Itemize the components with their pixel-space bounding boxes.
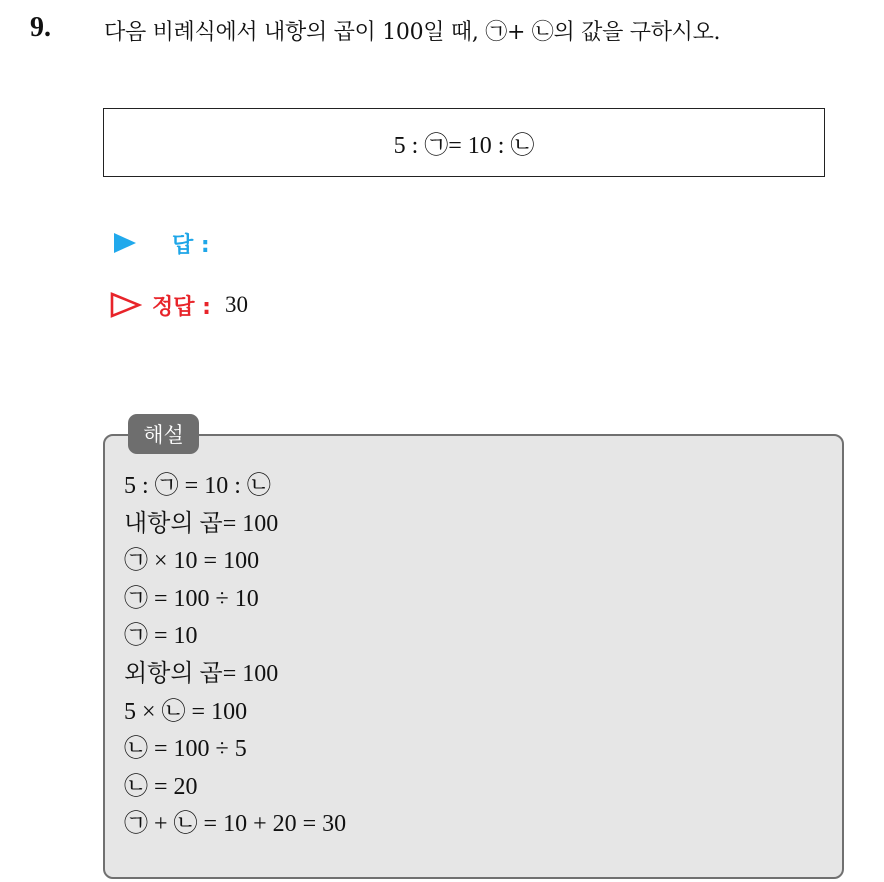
answer-row — [110, 226, 210, 260]
question-number: 9. — [30, 12, 51, 43]
question-text: 다음 비례식에서 내항의 곱이 100일 때, ㉠+ ㉡의 값을 구하시오. — [104, 20, 721, 45]
solution-line: ㉠ = 10 — [124, 623, 198, 650]
correct-triangle-outline-icon — [110, 292, 142, 318]
solution-line: 5 × ㉡ = 100 — [124, 698, 248, 725]
equation-text: 5 : ㉠= 10 : ㉡ — [393, 133, 535, 159]
solution-line: ㉠ = 100 ÷ 10 — [124, 585, 259, 612]
answer-triangle-icon — [114, 233, 136, 253]
solution-line: 외항의 곱= 100 — [124, 660, 279, 687]
correct-answer-label: 정답 : — [152, 294, 211, 320]
solution-line: ㉡ = 100 ÷ 5 — [124, 736, 247, 763]
solution-line: 5 : ㉠ = 10 : ㉡ — [124, 473, 271, 499]
solution-line: ㉠ + ㉡ = 10 + 20 = 30 — [124, 811, 347, 838]
solution-tab: 해설 — [128, 414, 199, 454]
solution-line: ㉠ × 10 = 100 — [124, 548, 260, 575]
correct-answer-row — [110, 288, 248, 322]
equation-box — [103, 108, 825, 177]
solution-line: ㉡ = 20 — [124, 773, 198, 800]
solution-line: 내항의 곱= 100 — [124, 510, 279, 537]
correct-answer-value: 30 — [224, 292, 248, 317]
solution-lines — [124, 468, 346, 844]
answer-label: 답 : — [172, 232, 210, 258]
